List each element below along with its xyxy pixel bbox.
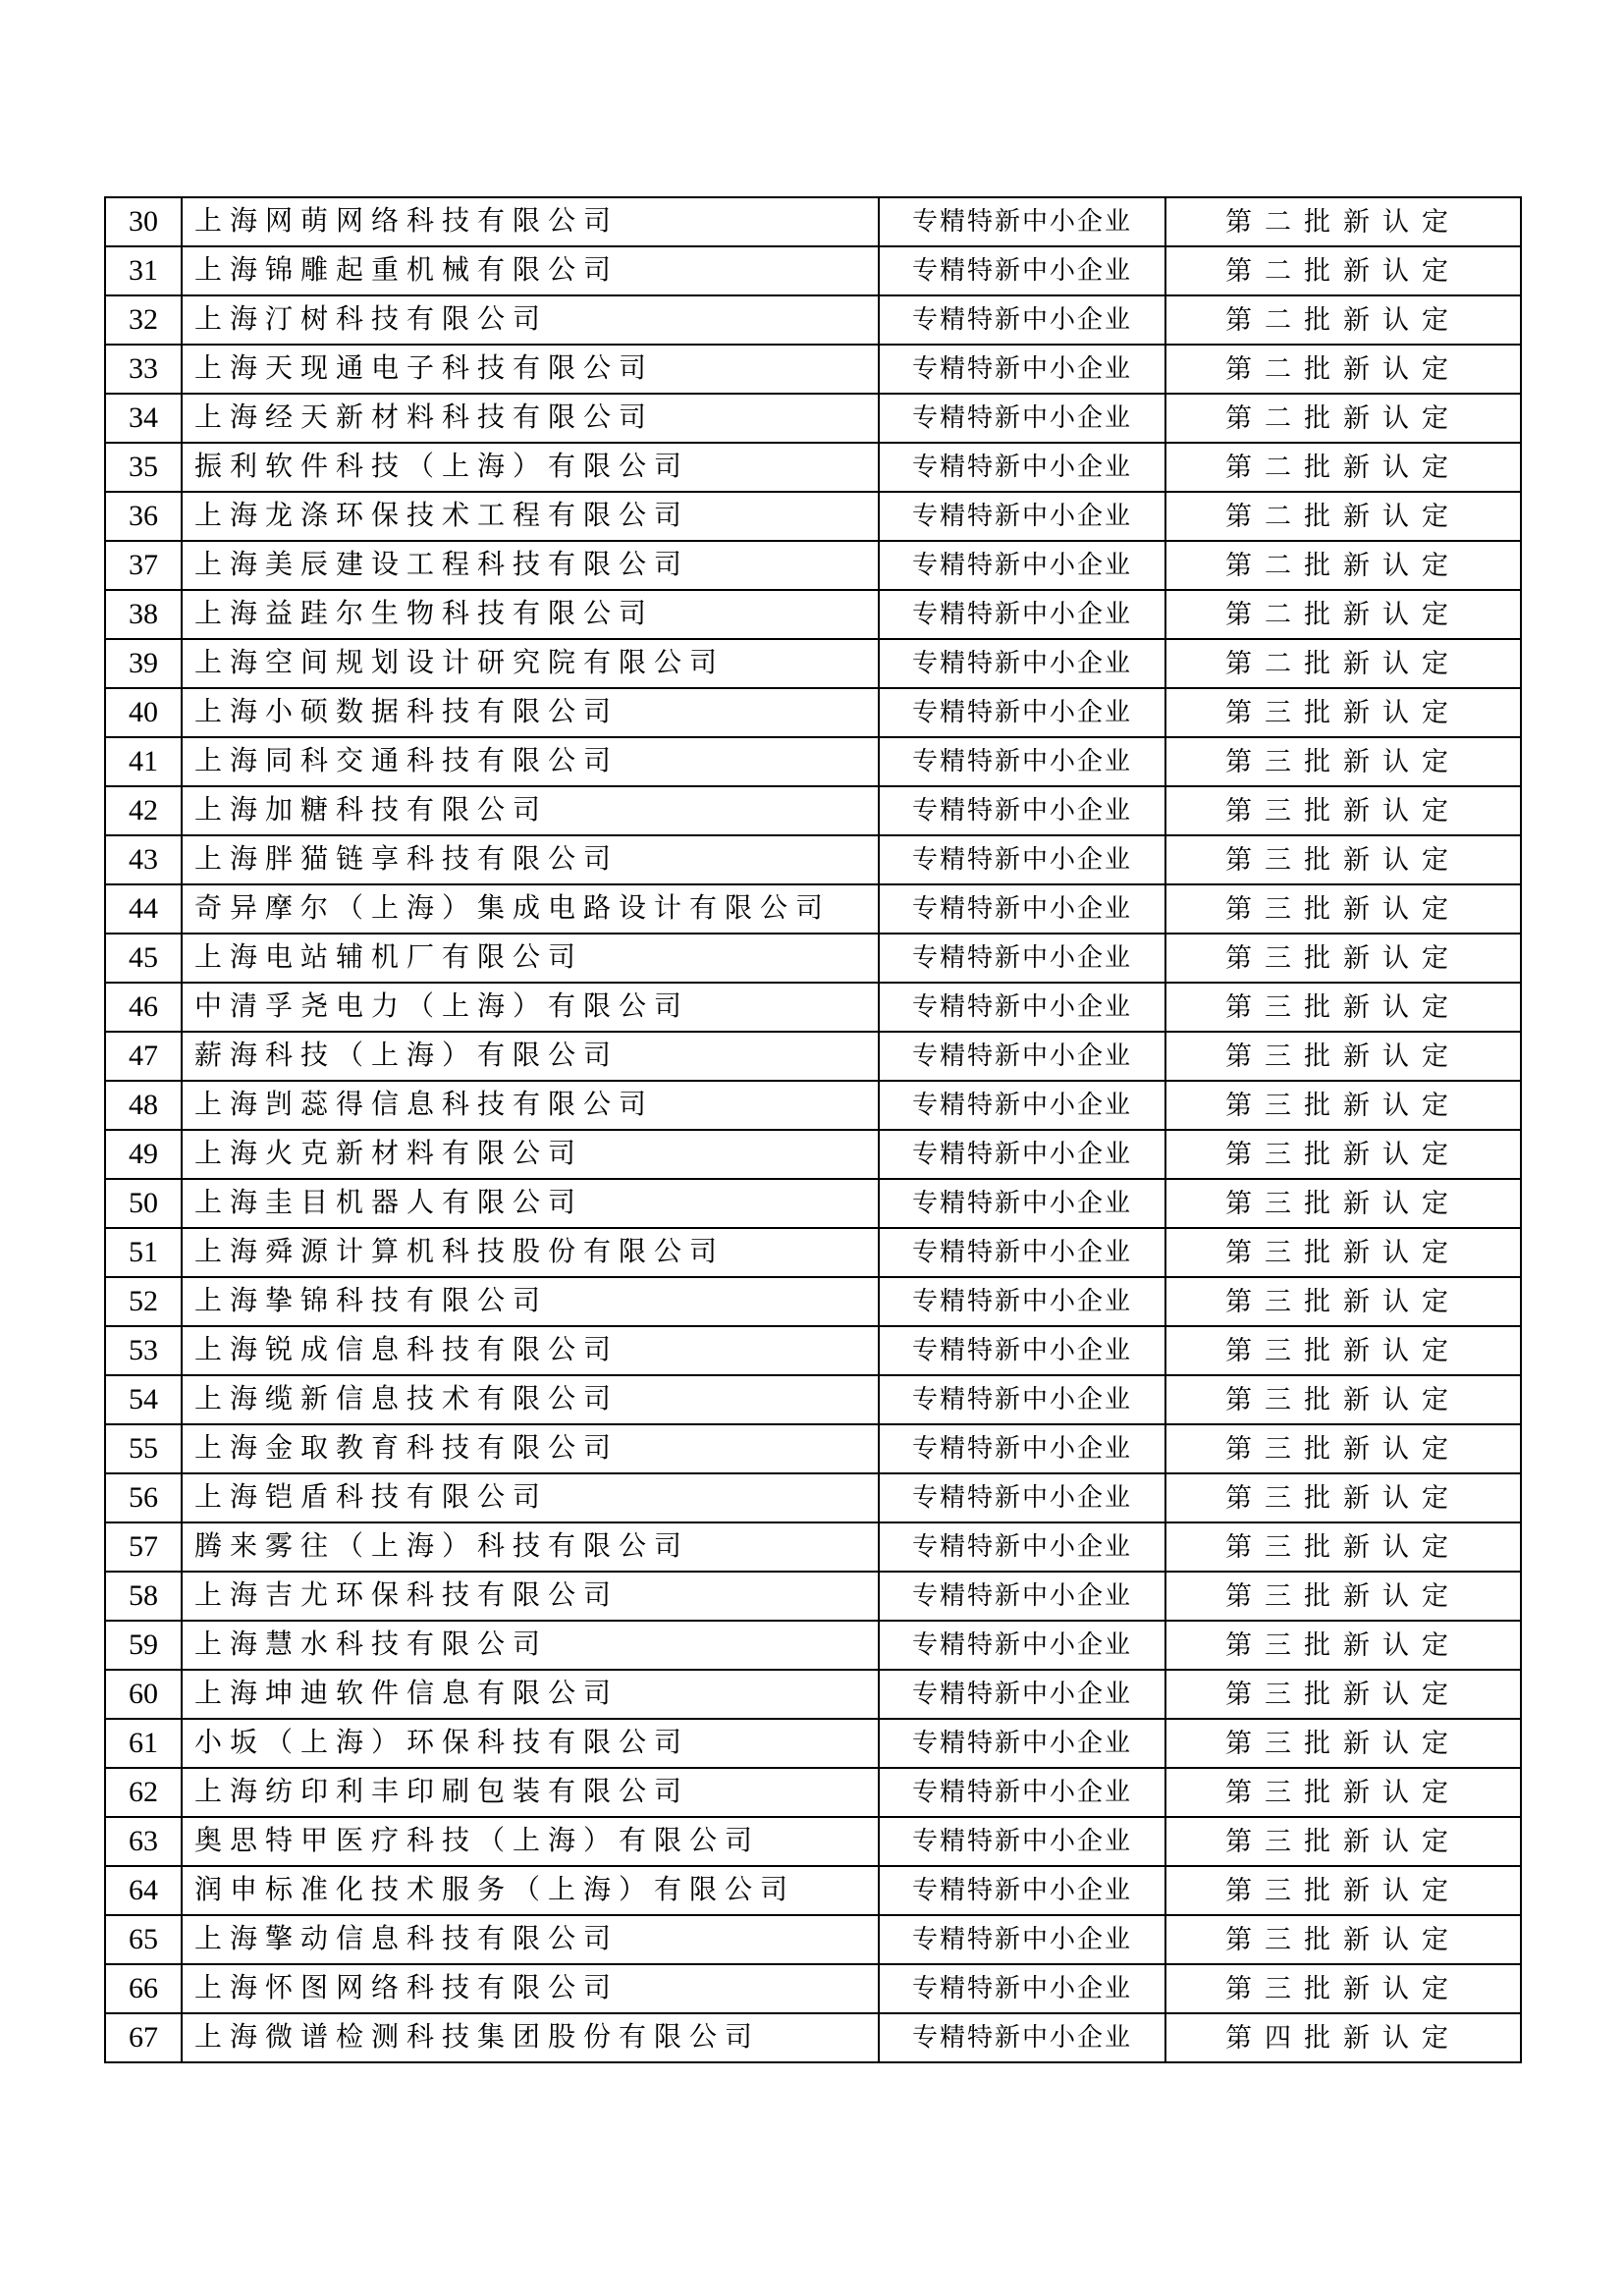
recognition-batch: 第二批新认定 xyxy=(1165,197,1521,246)
row-number: 52 xyxy=(105,1277,182,1326)
row-number: 48 xyxy=(105,1081,182,1130)
row-number: 39 xyxy=(105,639,182,688)
company-name: 上海锐成信息科技有限公司 xyxy=(182,1326,879,1375)
table-row xyxy=(105,1621,1521,1670)
company-name: 小坂（上海）环保科技有限公司 xyxy=(182,1719,879,1768)
enterprise-category: 专精特新中小企业 xyxy=(879,1621,1165,1670)
enterprise-category: 专精特新中小企业 xyxy=(879,1964,1165,2013)
company-name: 中清孚尧电力（上海）有限公司 xyxy=(182,983,879,1032)
recognition-batch: 第三批新认定 xyxy=(1165,1621,1521,1670)
company-name: 上海纺印利丰印刷包装有限公司 xyxy=(182,1768,879,1817)
row-number: 50 xyxy=(105,1179,182,1228)
enterprise-category: 专精特新中小企业 xyxy=(879,639,1165,688)
company-name: 上海微谱检测科技集团股份有限公司 xyxy=(182,2013,879,2062)
recognition-batch: 第二批新认定 xyxy=(1165,492,1521,541)
company-name: 上海天现通电子科技有限公司 xyxy=(182,345,879,394)
company-name: 上海剀蕊得信息科技有限公司 xyxy=(182,1081,879,1130)
row-number: 55 xyxy=(105,1424,182,1473)
table-row xyxy=(105,1473,1521,1522)
enterprise-category: 专精特新中小企业 xyxy=(879,295,1165,345)
company-name: 腾来雾往（上海）科技有限公司 xyxy=(182,1522,879,1572)
recognition-batch: 第三批新认定 xyxy=(1165,1130,1521,1179)
recognition-batch: 第三批新认定 xyxy=(1165,688,1521,737)
recognition-batch: 第二批新认定 xyxy=(1165,295,1521,345)
recognition-batch: 第三批新认定 xyxy=(1165,1915,1521,1964)
row-number: 32 xyxy=(105,295,182,345)
recognition-batch: 第二批新认定 xyxy=(1165,443,1521,492)
company-name: 上海金取教育科技有限公司 xyxy=(182,1424,879,1473)
enterprise-category: 专精特新中小企业 xyxy=(879,1228,1165,1277)
table-row xyxy=(105,1081,1521,1130)
table-row xyxy=(105,197,1521,246)
enterprise-category: 专精特新中小企业 xyxy=(879,835,1165,884)
row-number: 62 xyxy=(105,1768,182,1817)
company-name: 上海美辰建设工程科技有限公司 xyxy=(182,541,879,590)
table-row xyxy=(105,295,1521,345)
row-number: 63 xyxy=(105,1817,182,1866)
recognition-batch: 第二批新认定 xyxy=(1165,246,1521,295)
enterprise-category: 专精特新中小企业 xyxy=(879,786,1165,835)
enterprise-category: 专精特新中小企业 xyxy=(879,934,1165,983)
enterprise-category: 专精特新中小企业 xyxy=(879,1866,1165,1915)
enterprise-category: 专精特新中小企业 xyxy=(879,737,1165,786)
enterprise-category: 专精特新中小企业 xyxy=(879,1768,1165,1817)
row-number: 61 xyxy=(105,1719,182,1768)
recognition-batch: 第三批新认定 xyxy=(1165,1572,1521,1621)
enterprise-category: 专精特新中小企业 xyxy=(879,1473,1165,1522)
company-name: 上海龙涤环保技术工程有限公司 xyxy=(182,492,879,541)
row-number: 59 xyxy=(105,1621,182,1670)
recognition-batch: 第三批新认定 xyxy=(1165,1277,1521,1326)
table-row xyxy=(105,1375,1521,1424)
row-number: 33 xyxy=(105,345,182,394)
enterprise-category: 专精特新中小企业 xyxy=(879,884,1165,934)
row-number: 58 xyxy=(105,1572,182,1621)
recognition-batch: 第三批新认定 xyxy=(1165,1032,1521,1081)
enterprise-category: 专精特新中小企业 xyxy=(879,1572,1165,1621)
table-row xyxy=(105,1277,1521,1326)
enterprise-category: 专精特新中小企业 xyxy=(879,1915,1165,1964)
row-number: 54 xyxy=(105,1375,182,1424)
table-row xyxy=(105,1768,1521,1817)
recognition-batch: 第三批新认定 xyxy=(1165,835,1521,884)
table-row xyxy=(105,246,1521,295)
table-row xyxy=(105,1130,1521,1179)
recognition-batch: 第四批新认定 xyxy=(1165,2013,1521,2062)
table-row xyxy=(105,737,1521,786)
company-name: 振利软件科技（上海）有限公司 xyxy=(182,443,879,492)
company-name: 上海小硕数据科技有限公司 xyxy=(182,688,879,737)
table-row xyxy=(105,1228,1521,1277)
table-row xyxy=(105,1915,1521,1964)
enterprise-category: 专精特新中小企业 xyxy=(879,1277,1165,1326)
enterprise-category: 专精特新中小企业 xyxy=(879,541,1165,590)
enterprise-category: 专精特新中小企业 xyxy=(879,983,1165,1032)
company-name: 上海舜源计算机科技股份有限公司 xyxy=(182,1228,879,1277)
recognition-batch: 第二批新认定 xyxy=(1165,639,1521,688)
row-number: 42 xyxy=(105,786,182,835)
table-row xyxy=(105,492,1521,541)
recognition-batch: 第三批新认定 xyxy=(1165,1866,1521,1915)
enterprise-category: 专精特新中小企业 xyxy=(879,1424,1165,1473)
row-number: 34 xyxy=(105,394,182,443)
recognition-batch: 第三批新认定 xyxy=(1165,1326,1521,1375)
enterprise-category: 专精特新中小企业 xyxy=(879,2013,1165,2062)
company-name: 上海挚锦科技有限公司 xyxy=(182,1277,879,1326)
table-row xyxy=(105,983,1521,1032)
company-name: 上海胖猫链享科技有限公司 xyxy=(182,835,879,884)
company-name: 上海锦雕起重机械有限公司 xyxy=(182,246,879,295)
company-name: 上海加糖科技有限公司 xyxy=(182,786,879,835)
table-row xyxy=(105,1326,1521,1375)
table-row xyxy=(105,1719,1521,1768)
table-row xyxy=(105,1424,1521,1473)
row-number: 60 xyxy=(105,1670,182,1719)
company-name: 上海经天新材料科技有限公司 xyxy=(182,394,879,443)
company-name: 上海怀图网络科技有限公司 xyxy=(182,1964,879,2013)
recognition-batch: 第三批新认定 xyxy=(1165,884,1521,934)
recognition-batch: 第二批新认定 xyxy=(1165,394,1521,443)
recognition-batch: 第三批新认定 xyxy=(1165,1473,1521,1522)
table-row xyxy=(105,639,1521,688)
company-name: 上海坤迪软件信息有限公司 xyxy=(182,1670,879,1719)
enterprise-category: 专精特新中小企业 xyxy=(879,590,1165,639)
company-name: 上海火克新材料有限公司 xyxy=(182,1130,879,1179)
row-number: 56 xyxy=(105,1473,182,1522)
row-number: 46 xyxy=(105,983,182,1032)
company-name: 上海圭目机器人有限公司 xyxy=(182,1179,879,1228)
enterprise-category: 专精特新中小企业 xyxy=(879,1719,1165,1768)
recognition-batch: 第三批新认定 xyxy=(1165,1719,1521,1768)
recognition-batch: 第二批新认定 xyxy=(1165,541,1521,590)
table-row xyxy=(105,1179,1521,1228)
recognition-batch: 第三批新认定 xyxy=(1165,1964,1521,2013)
company-name: 上海擎动信息科技有限公司 xyxy=(182,1915,879,1964)
recognition-batch: 第三批新认定 xyxy=(1165,1081,1521,1130)
recognition-batch: 第三批新认定 xyxy=(1165,1228,1521,1277)
table-row xyxy=(105,934,1521,983)
row-number: 47 xyxy=(105,1032,182,1081)
enterprise-category: 专精特新中小企业 xyxy=(879,1179,1165,1228)
row-number: 45 xyxy=(105,934,182,983)
row-number: 53 xyxy=(105,1326,182,1375)
row-number: 67 xyxy=(105,2013,182,2062)
table-row xyxy=(105,884,1521,934)
table-row xyxy=(105,541,1521,590)
table-row xyxy=(105,1032,1521,1081)
row-number: 44 xyxy=(105,884,182,934)
row-number: 40 xyxy=(105,688,182,737)
table-row xyxy=(105,2013,1521,2062)
recognition-batch: 第三批新认定 xyxy=(1165,1522,1521,1572)
company-name: 上海吉尤环保科技有限公司 xyxy=(182,1572,879,1621)
enterprise-category: 专精特新中小企业 xyxy=(879,1522,1165,1572)
recognition-batch: 第三批新认定 xyxy=(1165,1375,1521,1424)
row-number: 31 xyxy=(105,246,182,295)
company-name: 上海铠盾科技有限公司 xyxy=(182,1473,879,1522)
row-number: 38 xyxy=(105,590,182,639)
row-number: 37 xyxy=(105,541,182,590)
table-row xyxy=(105,1964,1521,2013)
table-row xyxy=(105,1817,1521,1866)
recognition-batch: 第三批新认定 xyxy=(1165,1424,1521,1473)
table-body xyxy=(105,197,1521,2062)
company-list-table xyxy=(104,196,1522,2063)
row-number: 51 xyxy=(105,1228,182,1277)
recognition-batch: 第三批新认定 xyxy=(1165,983,1521,1032)
company-name: 上海电站辅机厂有限公司 xyxy=(182,934,879,983)
table-row xyxy=(105,1522,1521,1572)
table-row xyxy=(105,1670,1521,1719)
table-row xyxy=(105,1572,1521,1621)
company-name: 上海网萌网络科技有限公司 xyxy=(182,197,879,246)
recognition-batch: 第三批新认定 xyxy=(1165,1670,1521,1719)
company-name: 薪海科技（上海）有限公司 xyxy=(182,1032,879,1081)
row-number: 49 xyxy=(105,1130,182,1179)
row-number: 41 xyxy=(105,737,182,786)
company-name: 上海益跬尔生物科技有限公司 xyxy=(182,590,879,639)
company-name: 上海慧水科技有限公司 xyxy=(182,1621,879,1670)
enterprise-category: 专精特新中小企业 xyxy=(879,1670,1165,1719)
row-number: 64 xyxy=(105,1866,182,1915)
company-name: 上海同科交通科技有限公司 xyxy=(182,737,879,786)
row-number: 43 xyxy=(105,835,182,884)
table-row xyxy=(105,345,1521,394)
enterprise-category: 专精特新中小企业 xyxy=(879,1326,1165,1375)
enterprise-category: 专精特新中小企业 xyxy=(879,1130,1165,1179)
recognition-batch: 第三批新认定 xyxy=(1165,934,1521,983)
enterprise-category: 专精特新中小企业 xyxy=(879,688,1165,737)
enterprise-category: 专精特新中小企业 xyxy=(879,246,1165,295)
company-name: 奇异摩尔（上海）集成电路设计有限公司 xyxy=(182,884,879,934)
enterprise-category: 专精特新中小企业 xyxy=(879,1375,1165,1424)
company-name: 润申标准化技术服务（上海）有限公司 xyxy=(182,1866,879,1915)
recognition-batch: 第三批新认定 xyxy=(1165,786,1521,835)
table-row xyxy=(105,688,1521,737)
table-row xyxy=(105,1866,1521,1915)
company-name: 奥思特甲医疗科技（上海）有限公司 xyxy=(182,1817,879,1866)
recognition-batch: 第三批新认定 xyxy=(1165,1817,1521,1866)
enterprise-category: 专精特新中小企业 xyxy=(879,443,1165,492)
company-name: 上海缆新信息技术有限公司 xyxy=(182,1375,879,1424)
enterprise-category: 专精特新中小企业 xyxy=(879,1817,1165,1866)
recognition-batch: 第三批新认定 xyxy=(1165,1768,1521,1817)
table-row xyxy=(105,590,1521,639)
recognition-batch: 第二批新认定 xyxy=(1165,590,1521,639)
table-row xyxy=(105,835,1521,884)
row-number: 30 xyxy=(105,197,182,246)
recognition-batch: 第三批新认定 xyxy=(1165,1179,1521,1228)
row-number: 66 xyxy=(105,1964,182,2013)
enterprise-category: 专精特新中小企业 xyxy=(879,1081,1165,1130)
row-number: 36 xyxy=(105,492,182,541)
table-row xyxy=(105,394,1521,443)
enterprise-category: 专精特新中小企业 xyxy=(879,492,1165,541)
table-row xyxy=(105,786,1521,835)
row-number: 57 xyxy=(105,1522,182,1572)
enterprise-category: 专精特新中小企业 xyxy=(879,394,1165,443)
company-name: 上海汀树科技有限公司 xyxy=(182,295,879,345)
enterprise-category: 专精特新中小企业 xyxy=(879,197,1165,246)
enterprise-category: 专精特新中小企业 xyxy=(879,345,1165,394)
recognition-batch: 第三批新认定 xyxy=(1165,737,1521,786)
enterprise-category: 专精特新中小企业 xyxy=(879,1032,1165,1081)
company-name: 上海空间规划设计研究院有限公司 xyxy=(182,639,879,688)
table-row xyxy=(105,443,1521,492)
recognition-batch: 第二批新认定 xyxy=(1165,345,1521,394)
row-number: 35 xyxy=(105,443,182,492)
row-number: 65 xyxy=(105,1915,182,1964)
